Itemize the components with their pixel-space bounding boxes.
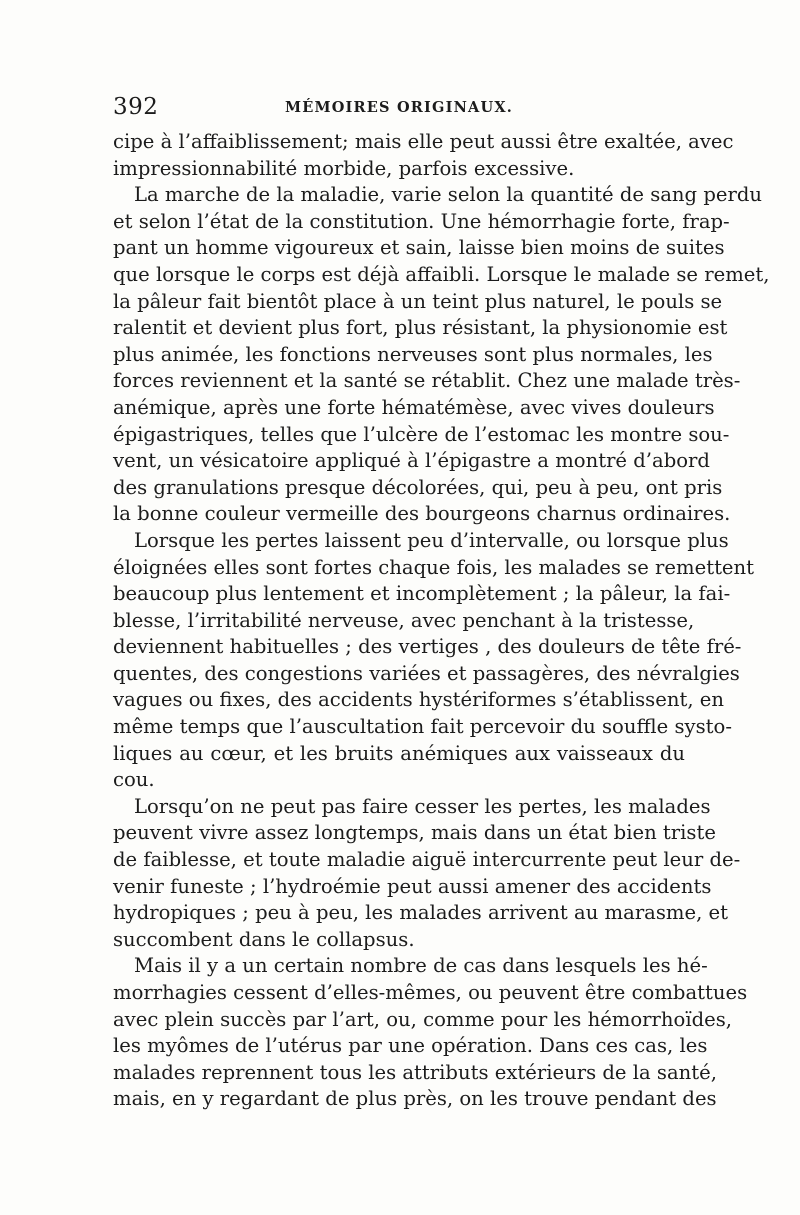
paragraph-3 xyxy=(113,528,755,794)
paragraph-5 xyxy=(113,953,748,1113)
text-line: anémique, après une forte hématémèse, avec vives douleurs xyxy=(113,395,715,419)
text-line: cipe à l’affaiblissement; mais elle peut aussi être exaltée, avec xyxy=(113,130,734,153)
text-line: venir funeste ; l’hydroémie peut aussi amener des accidents xyxy=(113,874,712,898)
text-line: Lorsqu’on ne peut pas faire cesser les pertes, les malades xyxy=(134,794,711,818)
text-line: La marche de la maladie, varie selon la quantité de sang perdu xyxy=(134,183,762,207)
text-line: avec plein succès par l’art, ou, comme pour les hémorrhoïdes, xyxy=(113,1007,733,1031)
text-line: la pâleur fait bientôt place à un teint plus naturel, le pouls se xyxy=(113,289,723,313)
body-text xyxy=(113,129,770,1113)
text-line: vent, un vésicatoire appliqué à l’épigastre a montré d’abord xyxy=(113,449,710,473)
text-line: impressionnabilité morbide, parfois excessive. xyxy=(113,156,575,180)
text-line: Mais il y a un certain nombre de cas dans lesquels les hé- xyxy=(134,954,708,978)
text-line: des granulations presque décolorées, qui, peu à peu, ont pris xyxy=(113,475,723,499)
text-line: morrhagies cessent d’elles-mêmes, ou peuvent être combattues xyxy=(113,981,748,1004)
text-line: plus animée, les fonctions nerveuses sont plus normales, les xyxy=(113,342,713,366)
text-line: les myômes de l’utérus par une opération. Dans ces cas, les xyxy=(113,1034,708,1058)
text-line: Lorsque les pertes laissent peu d’intervalle, ou lorsque plus xyxy=(134,528,729,552)
text-line: forces reviennent et la santé se rétablit. Chez une malade très- xyxy=(113,369,741,393)
text-line: deviennent habituelles ; des vertiges , des douleurs de tête fré- xyxy=(113,635,742,659)
text-line: cou. xyxy=(113,768,155,792)
paragraph-2 xyxy=(113,182,770,528)
text-line: quentes, des congestions variées et passagères, des névralgies xyxy=(113,661,740,685)
text-line: que lorsque le corps est déjà affaibli. Lorsque le malade se remet, xyxy=(113,262,770,286)
text-line: et selon l’état de la constitution. Une hémorrhagie forte, frap- xyxy=(113,209,730,233)
text-line: liques au cœur, et les bruits anémiques aux vaisseaux du xyxy=(113,741,685,765)
page-number: 392 xyxy=(113,94,159,120)
text-line: ralentit et devient plus fort, plus résistant, la physionomie est xyxy=(113,316,728,340)
text-line: vagues ou fixes, des accidents hystériformes s’établissent, en xyxy=(113,688,724,712)
text-line: beaucoup plus lentement et incomplètement ; la pâleur, la fai- xyxy=(113,582,731,606)
page-header xyxy=(113,94,685,124)
text-line: peuvent vivre assez longtemps, mais dans un état bien triste xyxy=(113,821,716,845)
text-line: pant un homme vigoureux et sain, laisse bien moins de suites xyxy=(113,236,725,260)
paragraph-4 xyxy=(113,794,741,954)
text-line: la bonne couleur vermeille des bourgeons charnus ordinaires. xyxy=(113,502,731,526)
text-line: hydropiques ; peu à peu, les malades arrivent au marasme, et xyxy=(113,901,729,925)
text-line: épigastriques, telles que l’ulcère de l’estomac les montre sou- xyxy=(113,422,730,446)
text-line: blesse, l’irritabilité nerveuse, avec penchant à la tristesse, xyxy=(113,608,695,632)
paragraph-1 xyxy=(113,129,734,182)
text-line: mais, en y regardant de plus près, on les trouve pendant des xyxy=(113,1087,717,1111)
text-line: de faiblesse, et toute maladie aiguë intercurrente peut leur de- xyxy=(113,848,741,872)
text-line: succombent dans le collapsus. xyxy=(113,927,415,951)
text-line: même temps que l’auscultation fait percevoir du souffle systo- xyxy=(113,715,732,739)
running-title: MÉMOIRES ORIGINAUX. xyxy=(284,99,514,116)
text-line: malades reprennent tous les attributs extérieurs de la santé, xyxy=(113,1060,717,1084)
text-line: éloignées elles sont fortes chaque fois, les malades se remettent xyxy=(113,555,755,579)
